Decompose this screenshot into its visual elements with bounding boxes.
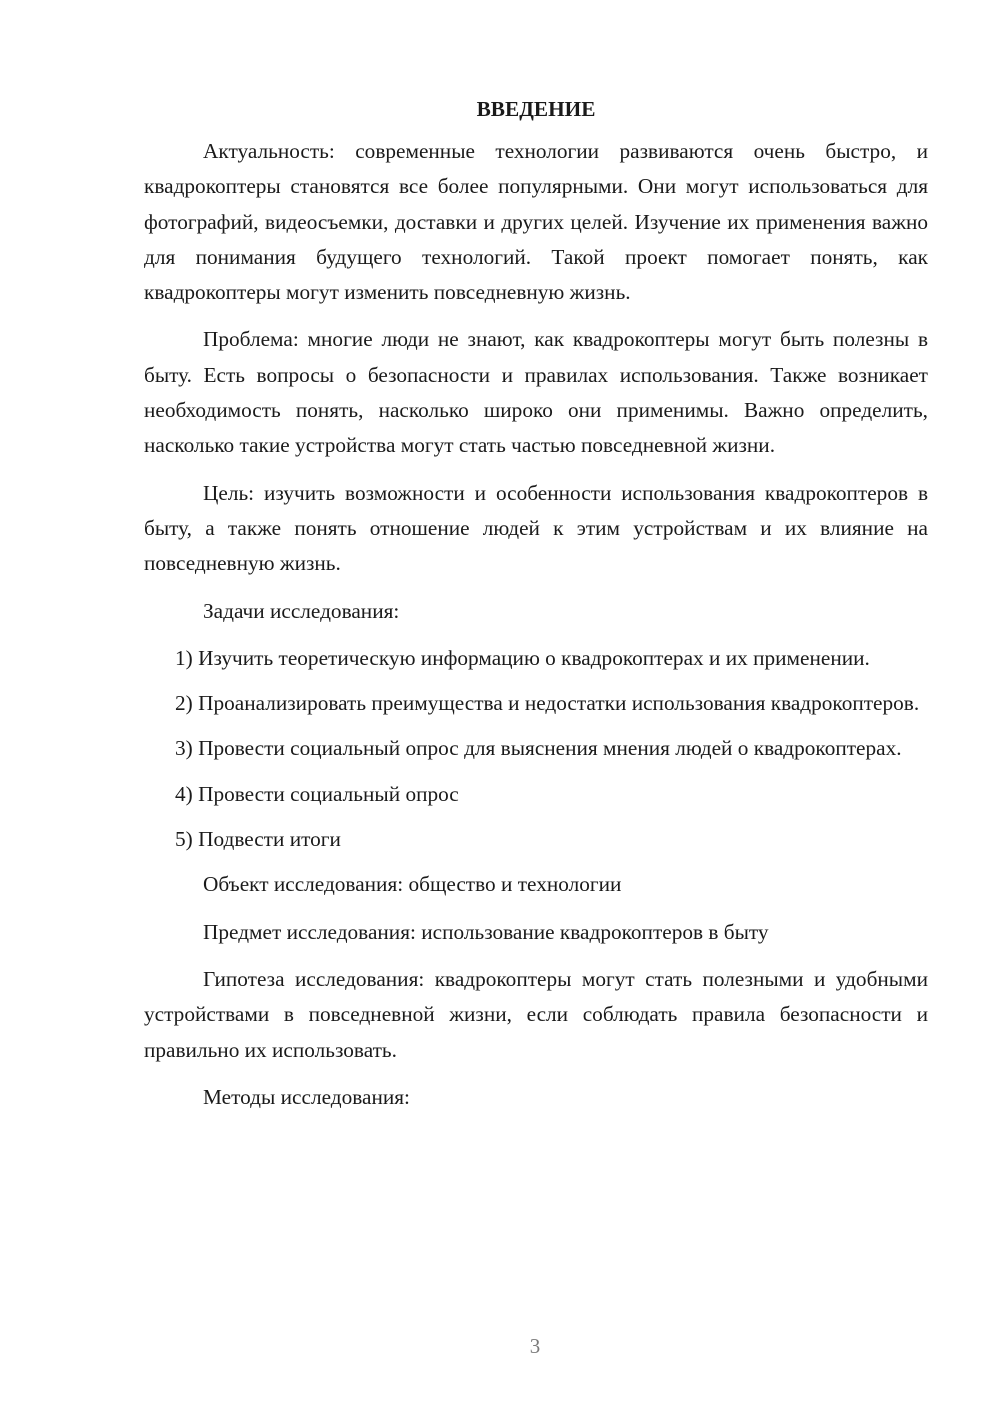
task-item-1: 1) Изучить теоретическую информацию о квадрокоптерах и их применении.	[175, 645, 870, 670]
research-subject: Предмет исследования: использование квадрокоптеров в быту	[203, 919, 769, 944]
document-page	[144, 92, 928, 1127]
hypothesis-paragraph: Гипотеза исследования: квадрокоптеры могут стать полезными и удобными устройствами в повседневной жизни, если соблюдать правила безопасности и правильно их использовать.	[144, 966, 928, 1062]
methods-heading: Методы исследования:	[203, 1084, 410, 1109]
goal-paragraph: Цель: изучить возможности и особенности использования квадрокоптеров в быту, а также понять отношение людей к этим устройствам и их влияние на повседневную жизнь.	[144, 480, 928, 576]
task-item-4: 4) Провести социальный опрос	[175, 781, 459, 806]
task-item-3: 3) Провести социальный опрос для выяснения мнения людей о квадрокоптерах.	[175, 736, 902, 761]
relevance-paragraph: Актуальность: современные технологии развиваются очень быстро, и квадрокоптеры становятся все более популярными. Они могут использоваться для фотографий, видеосъемки, доставки и других целей. Изучение их применения важно для понимания будущего технологий. Такой проект помогает понять, как квадрокоптеры могут изменить повседневную жизнь.	[144, 139, 928, 305]
page-number: 3	[529, 1334, 541, 1358]
tasks-heading: Задачи исследования:	[203, 598, 400, 623]
task-item-2: 2) Проанализировать преимущества и недостатки использования квадрокоптеров.	[175, 691, 920, 716]
section-heading: ВВЕДЕНИЕ	[476, 97, 596, 121]
task-item-5: 5) Подвести итоги	[175, 827, 341, 852]
problem-paragraph: Проблема: многие люди не знают, как квадрокоптеры могут быть полезны в быту. Есть вопросы о безопасности и правилах использования. Также возникает необходимость понять, насколько широко они применимы. Важно определить, насколько такие устройства могут стать частью повседневной жизни.	[144, 327, 928, 458]
research-object: Объект исследования: общество и технологии	[203, 872, 622, 897]
